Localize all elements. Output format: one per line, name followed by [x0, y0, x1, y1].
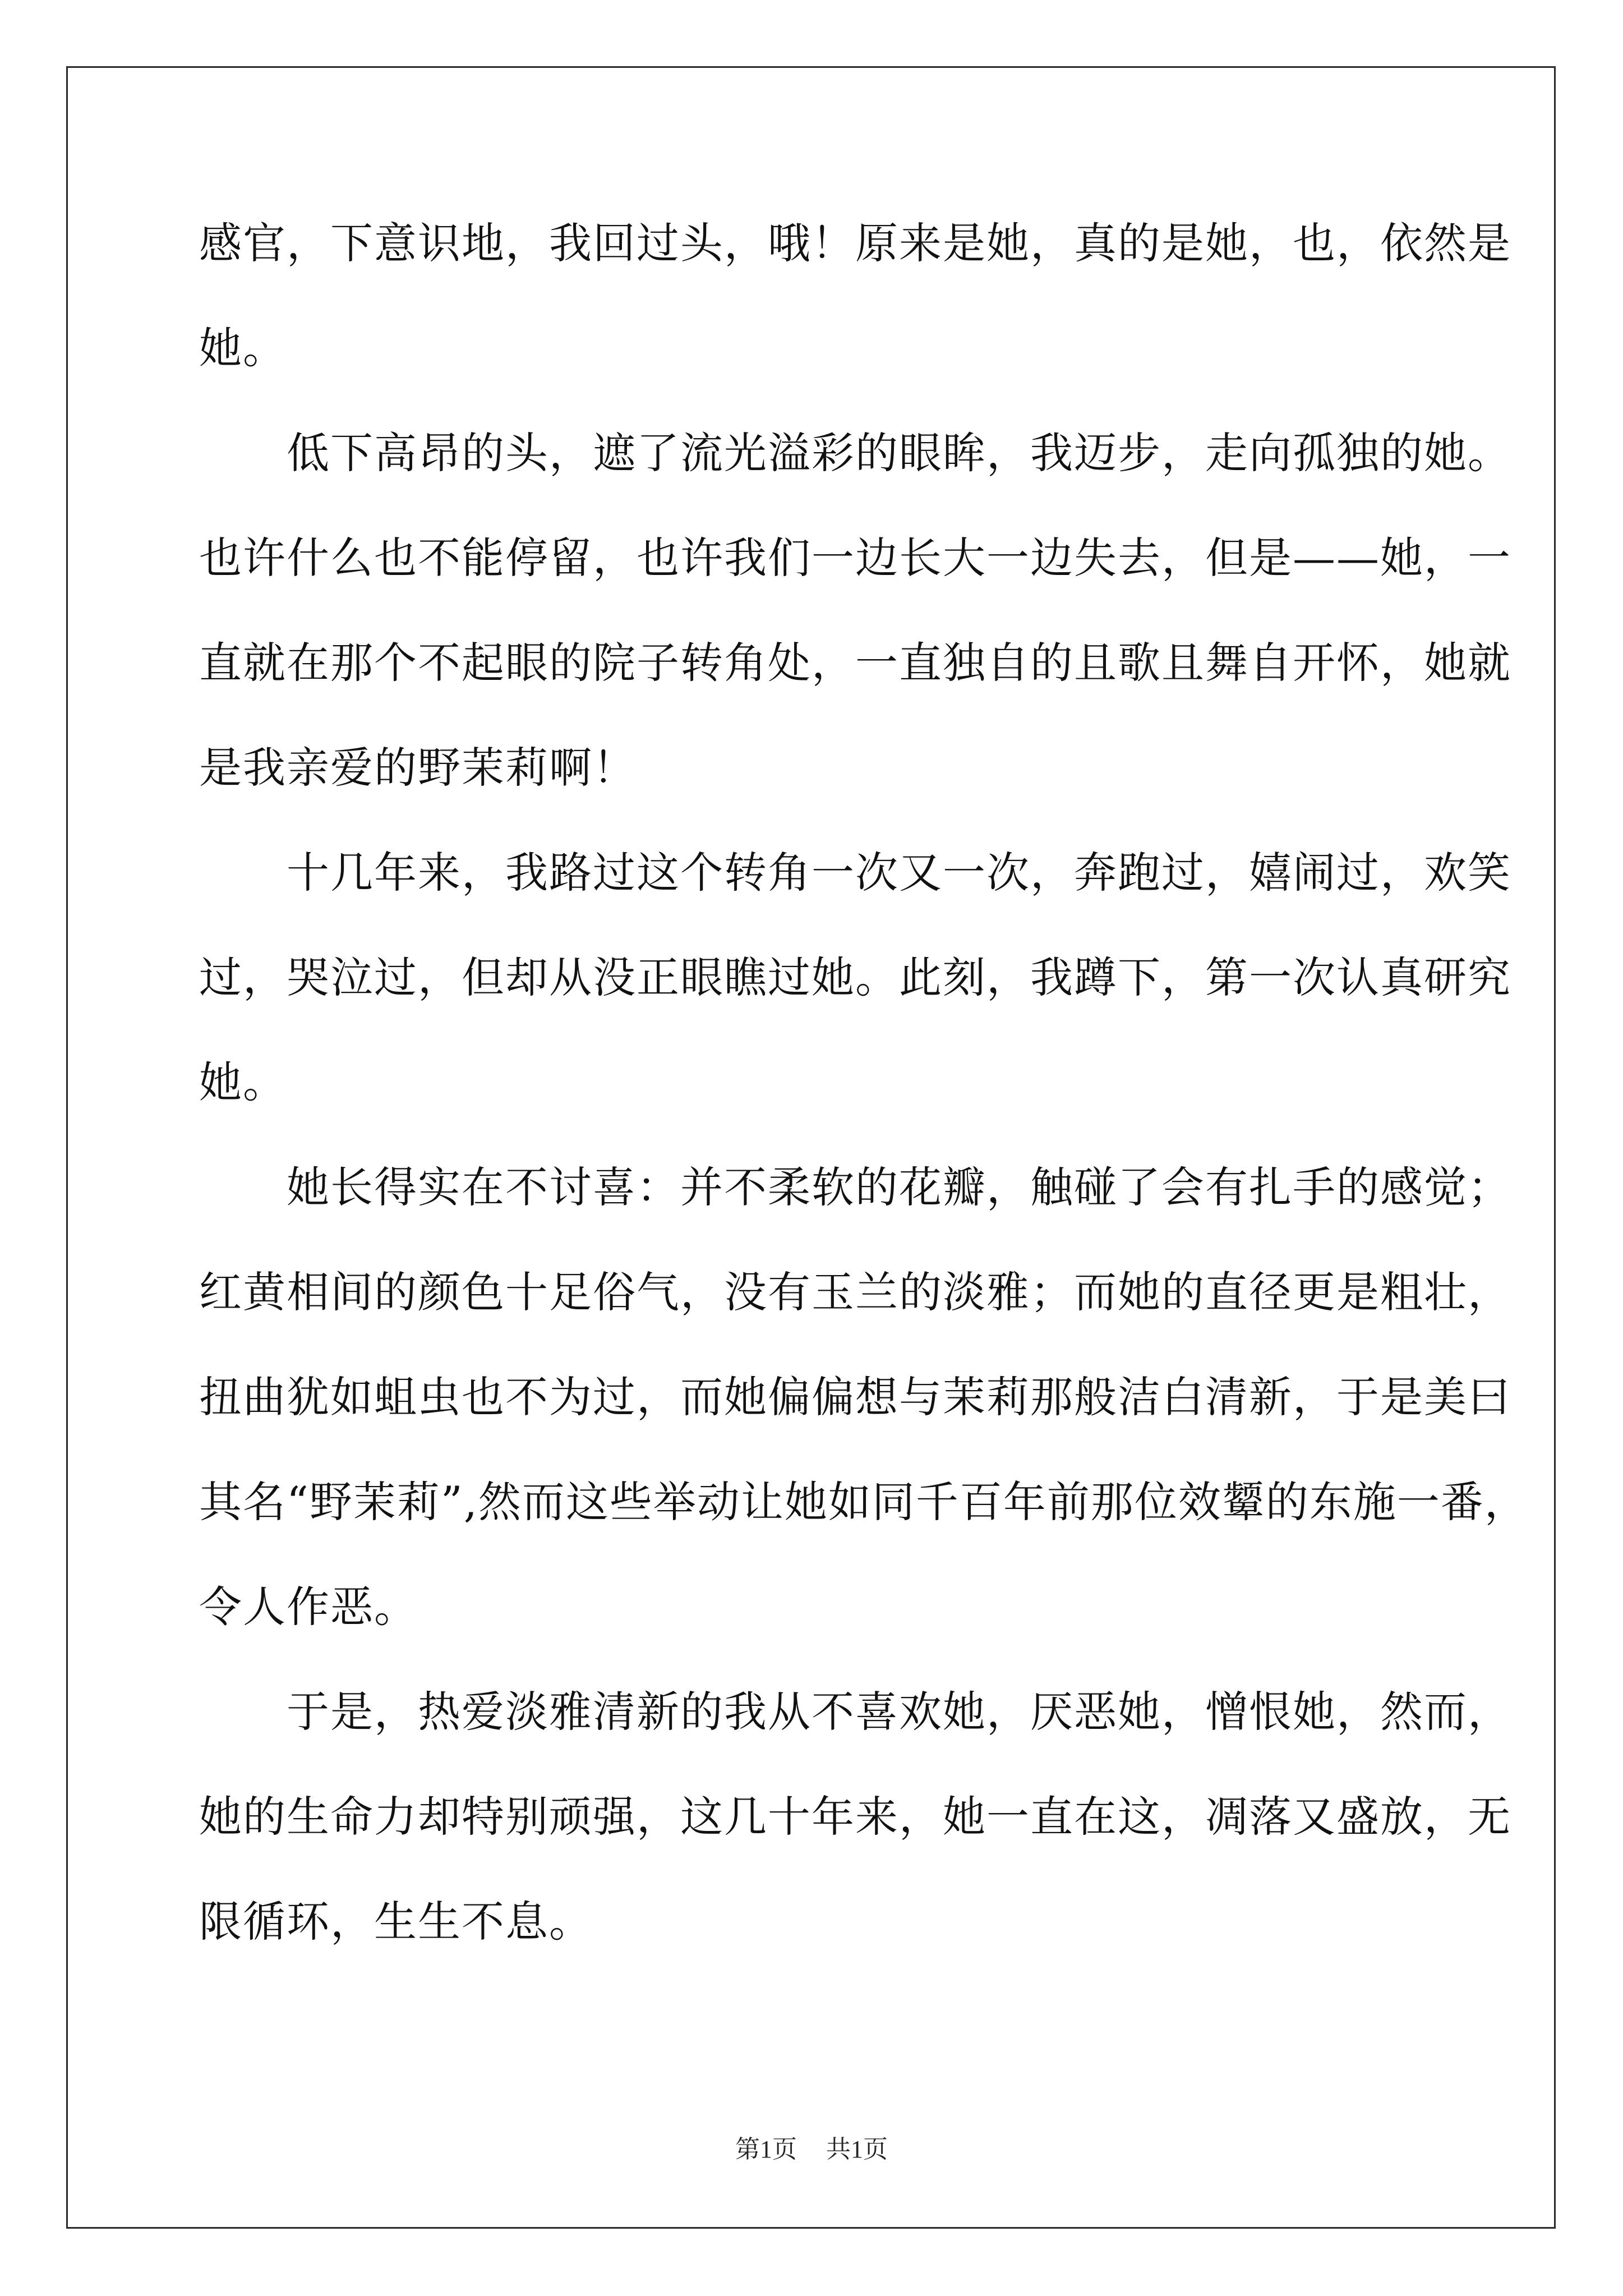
page-footer: [0, 2129, 1623, 2165]
text-line: 令人作恶。: [199, 1582, 418, 1632]
text-line: 她。: [199, 1057, 287, 1107]
text-line: 红黄相间的颜色十足俗气，没有玉兰的淡雅；而她的直径更是粗壮，: [199, 1267, 1511, 1317]
text-line: 直就在那个不起眼的院子转角处，一直独自的且歌且舞自开怀，她就: [199, 638, 1511, 688]
text-line: 感官，下意识地，我回过头，哦！原来是她，真的是她，也，依然是: [199, 218, 1511, 268]
text-line: 她。: [199, 323, 287, 373]
page-number: 第1页: [735, 2136, 797, 2163]
text-line: 她长得实在不讨喜：并不柔软的花瓣，触碰了会有扎手的感觉；: [199, 1162, 1511, 1212]
text-line: 扭曲犹如蛆虫也不为过，而她偏偏想与茉莉那般洁白清新，于是美曰: [199, 1372, 1511, 1422]
text-line: 是我亲爱的野茉莉啊！: [199, 743, 637, 793]
document-body: [199, 191, 1528, 1974]
text-line: 低下高昂的头，遮了流光溢彩的眼眸，我迈步，走向孤独的她。: [199, 428, 1511, 478]
text-line: 限循环，生生不息。: [199, 1897, 593, 1947]
text-line: 于是，热爱淡雅清新的我从不喜欢她，厌恶她，憎恨她，然而，: [199, 1687, 1511, 1737]
text-line: 也许什么也不能停留，也许我们一边长大一边失去，但是——她，一: [199, 533, 1511, 583]
page-total: 共1页: [826, 2136, 888, 2163]
text-line: 十几年来，我路过这个转角一次又一次，奔跑过，嬉闹过，欢笑: [199, 848, 1511, 898]
text-line: 其名“野茉莉”,然而这些举动让她如同千百年前那位效颦的东施一番，: [199, 1477, 1528, 1527]
text-line: 她的生命力却特别顽强，这几十年来，她一直在这，凋落又盛放，无: [199, 1792, 1511, 1842]
text-line: 过，哭泣过，但却从没正眼瞧过她。此刻，我蹲下，第一次认真研究: [199, 953, 1511, 1002]
